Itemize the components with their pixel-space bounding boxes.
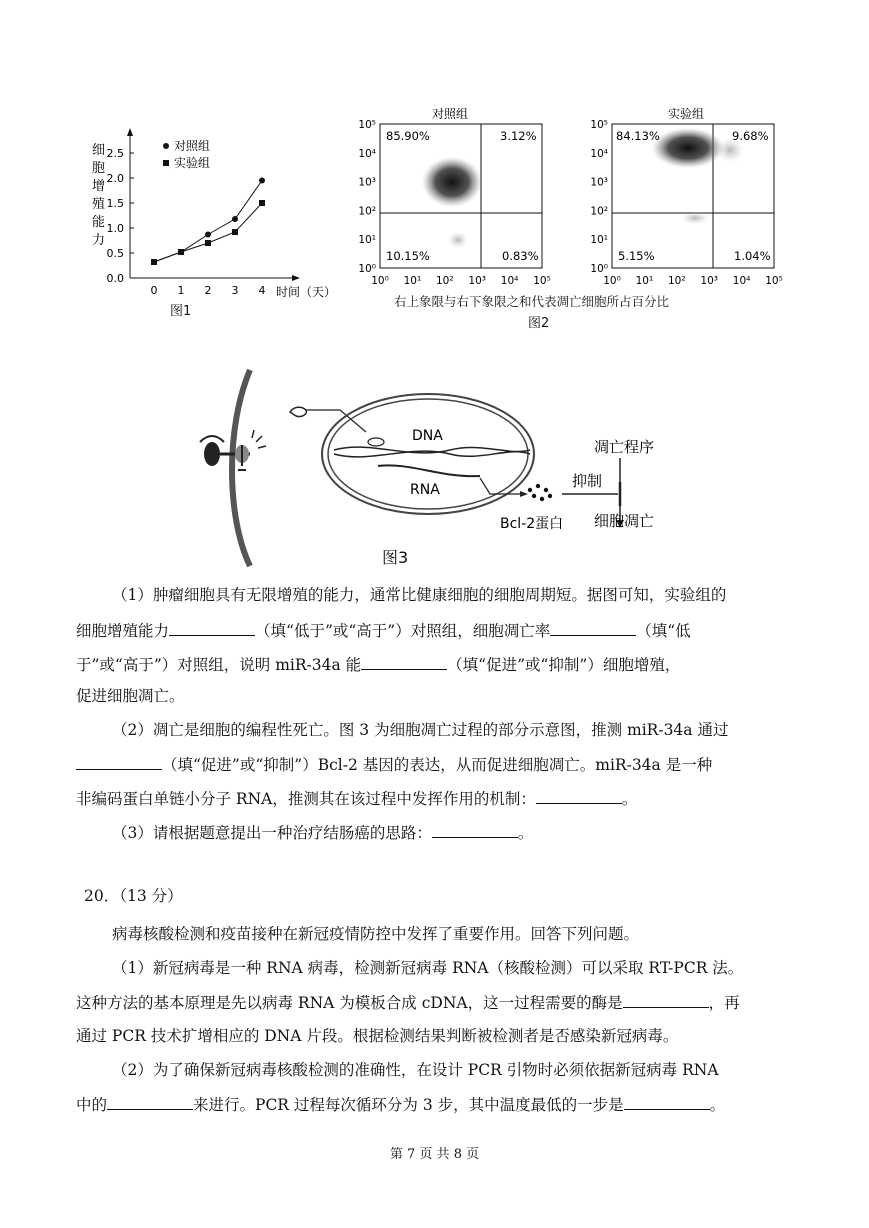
fig2-note: 右上象限与右下象限之和代表凋亡细胞所占百分比 [394, 294, 670, 309]
axis-x-tick-label: 10⁵ [533, 275, 551, 287]
q20-p2-line2: 中的 来进行。PCR 过程每次循环分为 3 步，其中温度最低的一步是 。 [76, 1096, 726, 1114]
blank-apoptosis-rate[interactable] [550, 620, 636, 636]
fig1-ylabel-char: 胞 [92, 161, 106, 176]
bcl2-protein-icon [528, 484, 552, 501]
blank-primer-basis[interactable] [107, 1094, 193, 1110]
figure-1-line-chart [76, 124, 356, 324]
axis-x-tick-label: 10² [668, 275, 686, 287]
cell-apoptosis-label: 细胞凋亡 [594, 512, 655, 530]
axis-y-tick-label: 10³ [358, 176, 376, 189]
nuclear-factor-icon [368, 438, 384, 446]
q19-p2-line1: （2）凋亡是细胞的编程性死亡。图 3 为细胞凋亡过程的部分示意图，推测 miR-34a 通过 [112, 721, 729, 739]
rna-label: RNA [410, 482, 440, 498]
data-point-experiment [151, 259, 157, 265]
q20-p1-line2: 这种方法的基本原理是先以病毒 RNA 为模板合成 cDNA，这一过程需要的酶是 ，再 [76, 994, 740, 1012]
data-point-control [205, 232, 211, 238]
cell-membrane [232, 370, 250, 566]
q20-p2-line1: （2）为了确保新冠病毒核酸检测的准确性，在设计 PCR 引物时必须依据新冠病毒 RNA [112, 1061, 719, 1079]
axis-x-tick-label: 10⁰ [371, 275, 389, 287]
q-lower-left-experiment: 5.15% [618, 249, 655, 263]
axis-y-tick-label: 10⁵ [590, 119, 608, 131]
q19-p1-line4: 促进细胞凋亡。 [76, 687, 185, 705]
blank-lowest-temp-step[interactable] [624, 1094, 710, 1110]
blank-bcl2-regulation[interactable] [76, 754, 162, 770]
cell-cluster-control [422, 157, 482, 207]
axis-y-tick-label: 10⁵ [358, 119, 376, 131]
data-point-control [259, 178, 265, 184]
q-upper-left-experiment: 84.13% [616, 129, 660, 143]
axis-x-tick-label: 10¹ [403, 275, 422, 287]
axis-x-tick-label: 10² [436, 275, 454, 287]
fig3-caption: 图3 [382, 548, 409, 567]
axis-x-tick-label: 10¹ [635, 275, 654, 287]
axis-x-tick-label: 10⁰ [603, 275, 621, 287]
fig1-ylabel-char: 力 [92, 233, 106, 248]
q20-p1-line3: 通过 PCR 技术扩增相应的 DNA 片段。根据检测结果判断被检测者是否感染新冠病毒。 [76, 1027, 679, 1045]
q-upper-left-control: 85.90% [386, 129, 430, 143]
axis-y-tick-label: 10⁰ [590, 263, 608, 275]
blank-treatment-idea[interactable] [432, 822, 518, 838]
axis-x-tick-label: 10³ [700, 275, 718, 287]
q-lower-left-control: 10.15% [386, 249, 430, 263]
axis-x-tick-label: 10⁵ [765, 275, 783, 287]
blank-enzyme[interactable] [623, 992, 709, 1008]
blank-proliferation[interactable] [169, 620, 255, 636]
legend-label-experiment: 实验组 [174, 156, 211, 170]
signal-molecule-icon [290, 407, 306, 416]
fig1-x-tick-label: 2 [204, 284, 212, 297]
fig1-x-tick-label: 3 [231, 284, 239, 297]
q-lower-right-control: 0.83% [502, 249, 539, 263]
q20-intro: 病毒核酸检测和疫苗接种在新冠疫情防控中发挥了重要作用。回答下列问题。 [112, 925, 640, 943]
blank-mechanism[interactable] [536, 788, 622, 804]
cell-scatter-lower-experiment [681, 212, 709, 224]
bcl2-label: Bcl-2蛋白 [500, 516, 564, 532]
signal-path-line [306, 410, 366, 432]
fig1-y-tick-label: 0.0 [106, 272, 124, 285]
axis-x-tick-label: 10³ [468, 275, 486, 287]
page-footer: 第 7 页 共 8 页 [389, 1147, 480, 1162]
axis-y-tick-label: 10² [590, 205, 608, 218]
apoptosis-program-label: 凋亡程序 [594, 438, 655, 456]
data-point-control [232, 216, 238, 222]
q19-p1-line3: 于”或“高于”）对照组，说明 miR-34a 能 （填“促进”或“抑制”）细胞增殖， [76, 656, 681, 674]
axis-y-tick-label: 10⁰ [358, 263, 376, 275]
fig1-ylabel-char: 殖 [92, 197, 106, 212]
fig1-x-arrow [292, 275, 300, 281]
axis-y-tick-label: 10⁴ [358, 147, 376, 160]
q19-p1-line1: （1）肿瘤细胞具有无限增殖的能力，通常比健康细胞的细胞周期短。据图可知，实验组的 [112, 586, 727, 604]
q-upper-right-control: 3.12% [500, 129, 537, 143]
data-point-experiment [259, 200, 265, 206]
fig1-caption: 图1 [170, 304, 192, 319]
data-point-experiment [232, 229, 238, 235]
panel-title-experiment: 实验组 [668, 107, 705, 121]
q-upper-right-experiment: 9.68% [732, 129, 769, 143]
figure-3-apoptosis-diagram [190, 366, 690, 571]
q-lower-right-experiment: 1.04% [734, 249, 771, 263]
fig1-ylabel [92, 143, 105, 248]
cell-scatter-control [448, 232, 468, 248]
fig1-y-tick-label: 1.0 [106, 222, 124, 235]
legend-marker-experiment [163, 160, 169, 166]
legend-marker-control [163, 143, 169, 149]
data-point-experiment [178, 249, 184, 255]
panel-control [358, 106, 550, 287]
blank-mir34a-effect[interactable] [361, 654, 447, 670]
q19-p2-line2: （填“促进”或“抑制”）Bcl-2 基因的表达，从而促进细胞凋亡。miR-34a 是一种 [76, 754, 792, 775]
inhibit-label: 抑制 [572, 472, 603, 490]
fig1-y-tick-label: 2.5 [106, 147, 124, 160]
data-point-experiment [205, 240, 211, 246]
cell-cluster-experiment [652, 128, 724, 168]
fig1-x-tick-label: 4 [258, 284, 266, 297]
q19-p3-line: （3）请根据题意提出一种治疗结肠癌的思路： 。 [112, 824, 534, 842]
q19-p1-line2: 细胞增殖能力 （填“低于”或“高于”）对照组，细胞凋亡率 （填“低 [76, 622, 691, 640]
rna-strand [378, 465, 480, 476]
axis-y-tick-label: 10² [358, 205, 376, 218]
series-line-control [154, 181, 262, 263]
fig1-x-tick-label: 0 [150, 284, 158, 297]
q19-p2-line3: 非编码蛋白单链小分子 RNA，推测其在该过程中发挥作用的机制： 。 [76, 790, 638, 808]
fig1-ylabel-char: 能 [92, 215, 106, 230]
fig1-x-tick-label: 1 [177, 284, 185, 297]
axis-x-tick-label: 10⁴ [732, 275, 751, 287]
fig1-ylabel-char: 增 [92, 179, 106, 194]
axis-y-tick-label: 10¹ [590, 234, 608, 247]
axis-y-tick-label: 10¹ [358, 234, 376, 247]
legend-label-control: 对照组 [174, 139, 211, 153]
q20-heading: 20．（13 分） [84, 887, 183, 905]
panel-experiment [590, 107, 782, 287]
axis-y-tick-label: 10⁴ [590, 147, 608, 160]
dna-strand-b [334, 451, 530, 457]
dna-label: DNA [412, 428, 443, 444]
q20-p1-line1: （1）新冠病毒是一种 RNA 病毒，检测新冠病毒 RNA（核酸检测）可以采取 RT-PCR 法。 [112, 959, 744, 977]
figure-2-flow-cytometry [350, 100, 790, 300]
axis-y-tick-label: 10³ [590, 176, 608, 189]
translation-arrowhead [520, 491, 528, 497]
fig1-y-tick-label: 2.0 [106, 172, 124, 185]
fig1-ylabel-char: 细 [92, 143, 106, 158]
fig1-y-arrow [127, 128, 133, 136]
panel-title-control: 对照组 [432, 107, 469, 121]
fig1-y-tick-label: 0.5 [106, 247, 124, 260]
axis-x-tick-label: 10⁴ [500, 275, 519, 287]
fig2-caption: 图2 [528, 316, 550, 331]
fig1-y-tick-label: 1.5 [106, 197, 124, 210]
fig1-xlabel: 时间（天） [276, 285, 337, 299]
